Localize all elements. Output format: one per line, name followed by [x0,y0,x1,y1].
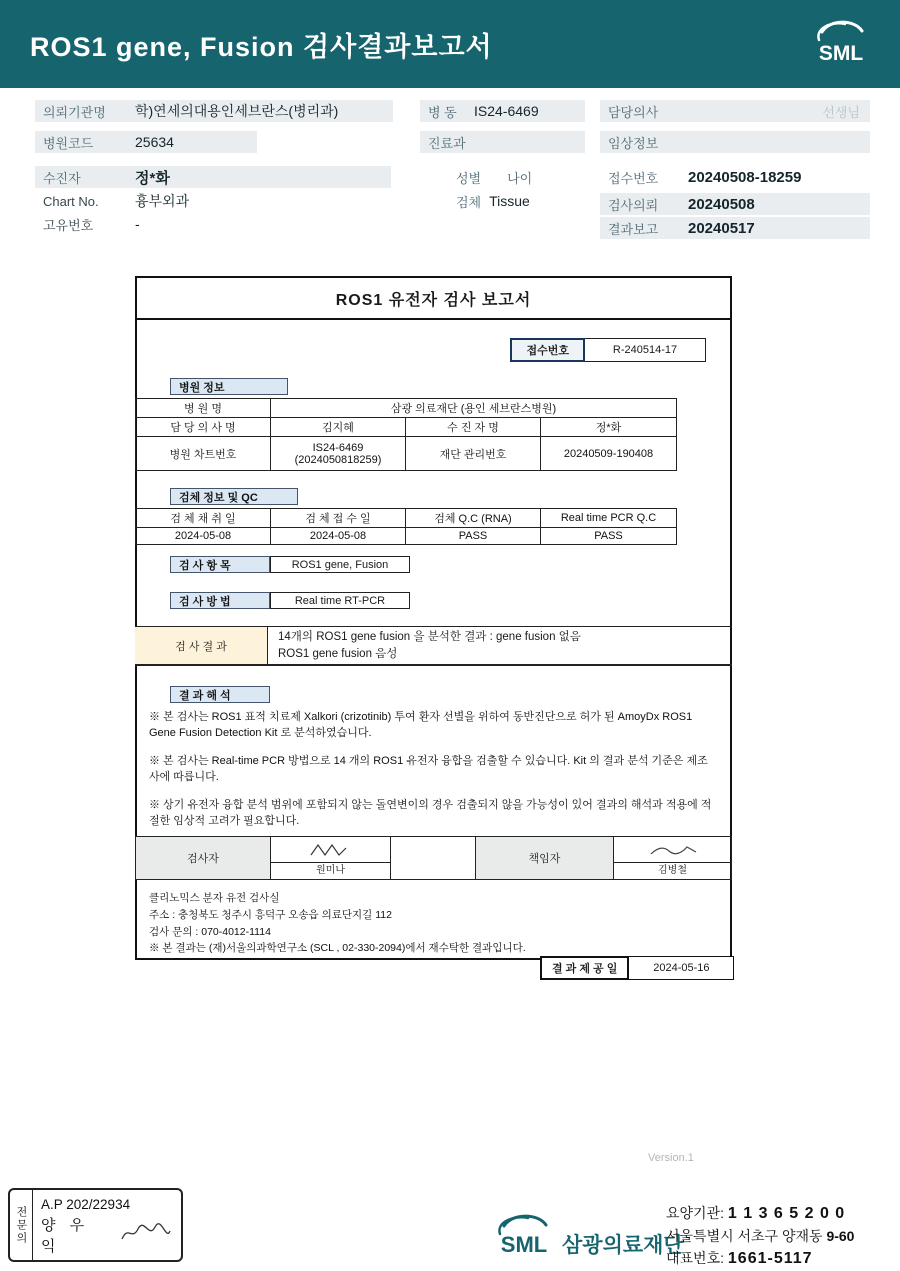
interpretation-note-3: ※ 상기 유전자 융합 분석 범위에 포함되지 않는 돌연변이의 경우 검출되지 않을 가능성이 있어 결과의 해석과 적용에 적절한 임상적 고려가 필요합니다. [149,798,712,827]
specialist-stamp-main [33,1190,181,1260]
section-tab-test-item: 검 사 항 목 [170,556,270,573]
doc-foundation-value: 20240509-190408 [541,437,677,471]
doc-patient-value: 정*화 [541,418,677,437]
doc-receipt-value: R-240514-17 [585,338,706,362]
lab-name: 클리노믹스 분자 유전 검사실 [149,892,280,904]
lab-address: 주소 : 충청북도 청주시 흥덕구 오송읍 의료단지길 112 [149,908,392,921]
doc-chart-label: 병원 차트번호 [136,437,271,471]
interpretation-notes [149,710,718,842]
manager-name: 김병철 [614,862,731,879]
chart-no-row [35,190,391,212]
document-title: ROS1 유전자 검사 보고서 [137,278,730,320]
specialist-stamp [8,1188,183,1262]
test-result-row [135,626,732,666]
manager-label: 책임자 [476,837,614,879]
ward-value: IS24-6469 [474,103,539,119]
report-date-value: 20240517 [688,219,755,237]
dept-row [420,131,585,153]
doc-doctor-label: 담 당 의 사 명 [136,418,271,437]
page-header [0,0,900,88]
receipt-no-row [600,166,870,188]
ward-row [420,100,585,122]
receipt-no-value: 20240508-18259 [688,168,802,186]
doc-chart-value-line2: (2024050818259) [294,453,382,466]
qc-table [135,508,677,545]
specialist-name: 양 우 익 [41,1217,90,1255]
qc-value-collect-date: 2024-05-08 [136,528,271,545]
doctor-label: 담당의사 [608,104,659,120]
contact-address-main: 서울특별시 서초구 양재동 [666,1228,823,1244]
ward-label: 병 동 [428,104,457,120]
request-date-value: 20240508 [688,195,755,213]
signature-spacer [391,837,476,879]
request-date-label: 검사의뢰 [608,197,659,213]
doc-receipt [510,338,706,362]
specialist-signature-icon [119,1221,173,1250]
issue-date-label: 결 과 제 공 일 [540,956,629,980]
svg-text:SML: SML [818,41,864,65]
lab-phone: 검사 문의 : 070-4012-1114 [149,925,271,938]
patient-label: 수진자 [43,170,81,186]
hospital-info-table [135,398,677,471]
unique-no-row [35,213,391,235]
svg-text:SML: SML [500,1232,548,1257]
test-result-text [268,627,732,664]
contact-phone-label: 대표번호: [666,1250,724,1266]
doc-chart-value-line1: IS24-6469 [312,441,364,454]
qc-value-receive-date: 2024-05-08 [271,528,406,545]
signature-table [135,836,732,880]
request-date-row [600,193,870,215]
report-document [135,276,732,960]
qc-value-rna-qc: PASS [406,528,541,545]
tester-signature-icon [271,837,390,862]
sml-logo-icon [812,16,870,73]
patient-value: 정*화 [135,169,170,187]
interpretation-note-1: ※ 본 검사는 ROS1 표적 치료제 Xalkori (crizotinib) 투여 환자 선별을 위하여 동반진단으로 허가 된 AmoyDx ROS1 Gene Fusion Detection Kit 로 분석하였습니다. [149,711,693,739]
qc-header-collect-date: 검 체 채 취 일 [136,509,271,528]
sml-footer-logo-icon [492,1210,556,1263]
doctor-row [600,100,870,122]
interpretation-note-2: ※ 본 검사는 Real-time PCR 방법으로 14 개의 ROS1 유전자 융합을 검출할 수 있습니다. Kit 의 결과 분석 기준은 제조사에 따릅니다. [149,754,708,783]
age-label: 나이 [507,170,533,186]
contact-phone-value: 1661-5117 [727,1250,813,1267]
report-date-row [600,217,870,239]
doctor-placeholder: 선생님 [822,104,860,120]
specialist-vertical-label: 전문의 [10,1190,33,1260]
lab-note: ※ 본 결과는 (재)서울의과학연구소 (SCL , 02-330-2094)에서 재수탁한 결과입니다. [149,942,526,955]
hospital-code-label: 병원코드 [43,135,94,151]
test-item-value: ROS1 gene, Fusion [270,556,410,573]
patient-row [35,166,391,188]
page-title: ROS1 gene, Fusion 검사결과보고서 [30,31,493,62]
section-tab-specimen-qc: 검체 정보 및 QC [170,488,298,505]
specimen-label: 검체 [456,194,482,210]
doc-chart-value [271,437,406,471]
specimen-row [420,190,585,212]
issue-date-value: 2024-05-16 [629,956,734,980]
section-tab-hospital-info: 병원 정보 [170,378,288,395]
doc-receipt-label: 접수번호 [510,338,585,362]
lab-footer [149,890,709,957]
doc-foundation-label: 재단 관리번호 [406,437,541,471]
clinical-info-label: 임상정보 [608,135,659,151]
contact-org-value: 1 1 3 6 5 2 0 0 [727,1205,846,1222]
doc-doctor-value: 김지혜 [271,418,406,437]
contact-phone-line [666,1247,894,1270]
receipt-no-label: 접수번호 [608,170,659,186]
footer-logo [492,1210,684,1263]
qc-value-pcr-qc: PASS [541,528,677,545]
manager-signature-cell [614,837,731,879]
sex-age-row [420,166,585,188]
hospital-code-row [35,131,257,153]
chart-no-label: Chart No. [43,193,99,209]
requesting-org-row [35,100,393,122]
contact-org-line [666,1202,894,1225]
specialist-name-row [41,1214,173,1256]
requesting-org-value: 학)연세의대용인세브란스(병리과) [135,103,339,119]
contact-org-label: 요양기관: [666,1205,724,1221]
hospital-name-value: 삼광 의료재단 (용인 세브란스병원) [271,399,677,418]
requesting-org-label: 의뢰기관명 [43,104,106,120]
test-result-line1: 14개의 ROS1 gene fusion 을 분석한 결과 : gene fusion 없음 [278,630,581,643]
sex-label: 성별 [456,170,482,186]
contact-address-line [666,1225,894,1247]
manager-signature-icon [614,837,731,862]
specialist-license: A.P 202/22934 [41,1196,131,1212]
unique-no-value: - [135,216,140,232]
footer-contact [666,1202,894,1270]
tester-label: 검사자 [136,837,271,879]
section-tab-interpretation: 결 과 해 석 [170,686,270,703]
hospital-name-label: 병 원 명 [136,399,271,418]
contact-address-num: 9-60 [826,1228,855,1244]
test-result-line2: ROS1 gene fusion 음성 [278,647,398,660]
qc-header-receive-date: 검 체 접 수 일 [271,509,406,528]
section-tab-test-method: 검 사 방 법 [170,592,270,609]
tester-signature-cell [271,837,391,879]
issue-date-table [540,956,734,980]
clinical-info-row [600,131,870,153]
version-text: Version.1 [648,1152,694,1164]
doc-patient-label: 수 진 자 명 [406,418,541,437]
hospital-code-value: 25634 [135,134,174,150]
qc-header-rna-qc: 검체 Q.C (RNA) [406,509,541,528]
dept-label: 진료과 [428,135,466,151]
test-result-tab: 검 사 결 과 [135,627,268,664]
tester-name: 원미나 [271,862,390,879]
test-method-value: Real time RT-PCR [270,592,410,609]
specimen-value: Tissue [489,193,530,209]
chart-no-value: 흉부외과 [135,193,190,209]
footer-logo-org: 삼광의료재단 [562,1234,684,1257]
unique-no-label: 고유번호 [43,217,94,233]
qc-header-pcr-qc: Real time PCR Q.C [541,509,677,528]
report-date-label: 결과보고 [608,221,659,237]
